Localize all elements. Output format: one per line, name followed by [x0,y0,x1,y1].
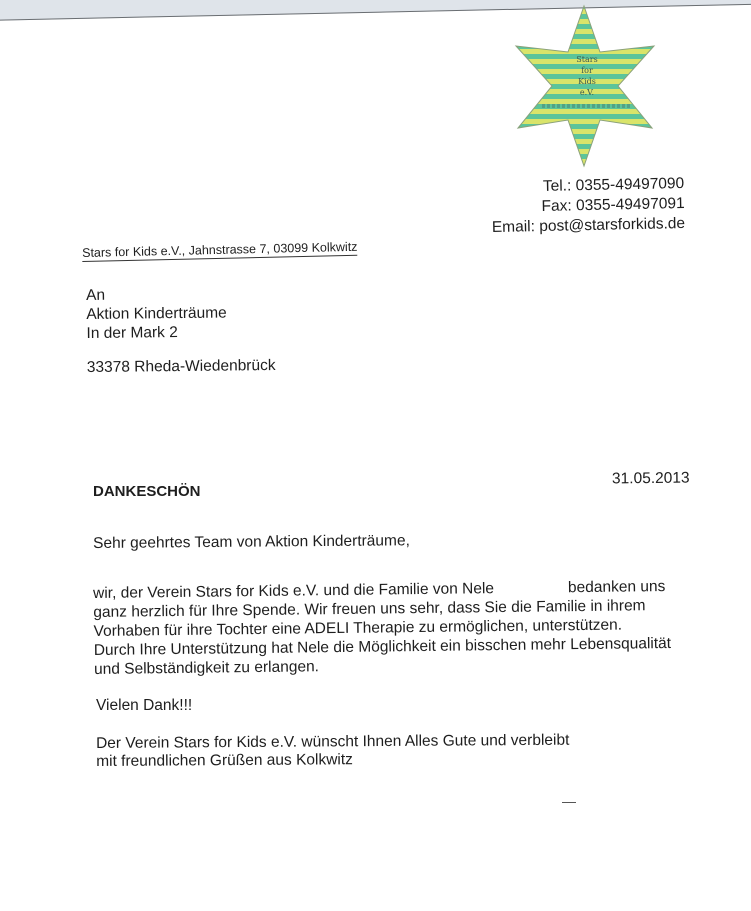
body-line: Durch Ihre Unterstützung hat Nele die Möglichkeit ein bisschen mehr Lebensqualität [93,634,672,659]
body-line: Vorhaben für ihre Tochter eine ADELI Therapie zu ermöglichen, unterstützen. [93,616,623,640]
closing-line: Der Verein Stars for Kids e.V. wünscht Ihnen Alles Gute und verbleibt [96,731,570,752]
recipient-city: 33378 Rheda-Wiedenbrück [86,357,276,376]
body-line: wir, der Verein Stars for Kids e.V. und die Familie von Nele bedanken uns [93,578,666,602]
logo [512,4,662,168]
closing [96,732,570,771]
redacted-name [494,592,568,593]
logo-line: for [581,66,593,75]
contact-block [470,174,685,238]
logo-line: e.V. [579,88,595,97]
recipient-address [86,284,276,377]
fax: Fax: 0355-49497091 [541,194,685,215]
closing-line: mit freundlichen Grüßen aus Kolkwitz [96,751,353,770]
logo-tagline [542,104,632,108]
scan-mark [562,802,576,803]
recipient-name: Aktion Kinderträume [86,304,227,323]
salutation: Sehr geehrtes Team von Aktion Kinderträume, [93,532,410,552]
logo-line: Kids [578,77,596,86]
thanks-line: Vielen Dank!!! [96,697,193,714]
sender-address-line: Stars for Kids e.V., Jahnstrasse 7, 03099 Kolkwitz [82,239,358,260]
recipient-street: In der Mark 2 [86,324,178,342]
phone: Tel.: 0355-49497090 [542,174,685,195]
letter-date: 31.05.2013 [611,469,690,488]
body-line: ganz herzlich für Ihre Spende. Wir freuen uns sehr, dass Sie die Familie in ihrem [93,597,646,621]
logo-text [512,54,662,98]
logo-line: Stars [576,55,598,64]
recipient-prefix: An [86,286,106,304]
body-line: und Selbständigkeit zu erlangen. [93,658,320,678]
email: Email: post@starsforkids.de [491,214,686,237]
letter-body [93,576,714,679]
letter-subject: DANKESCHÖN [93,483,201,500]
